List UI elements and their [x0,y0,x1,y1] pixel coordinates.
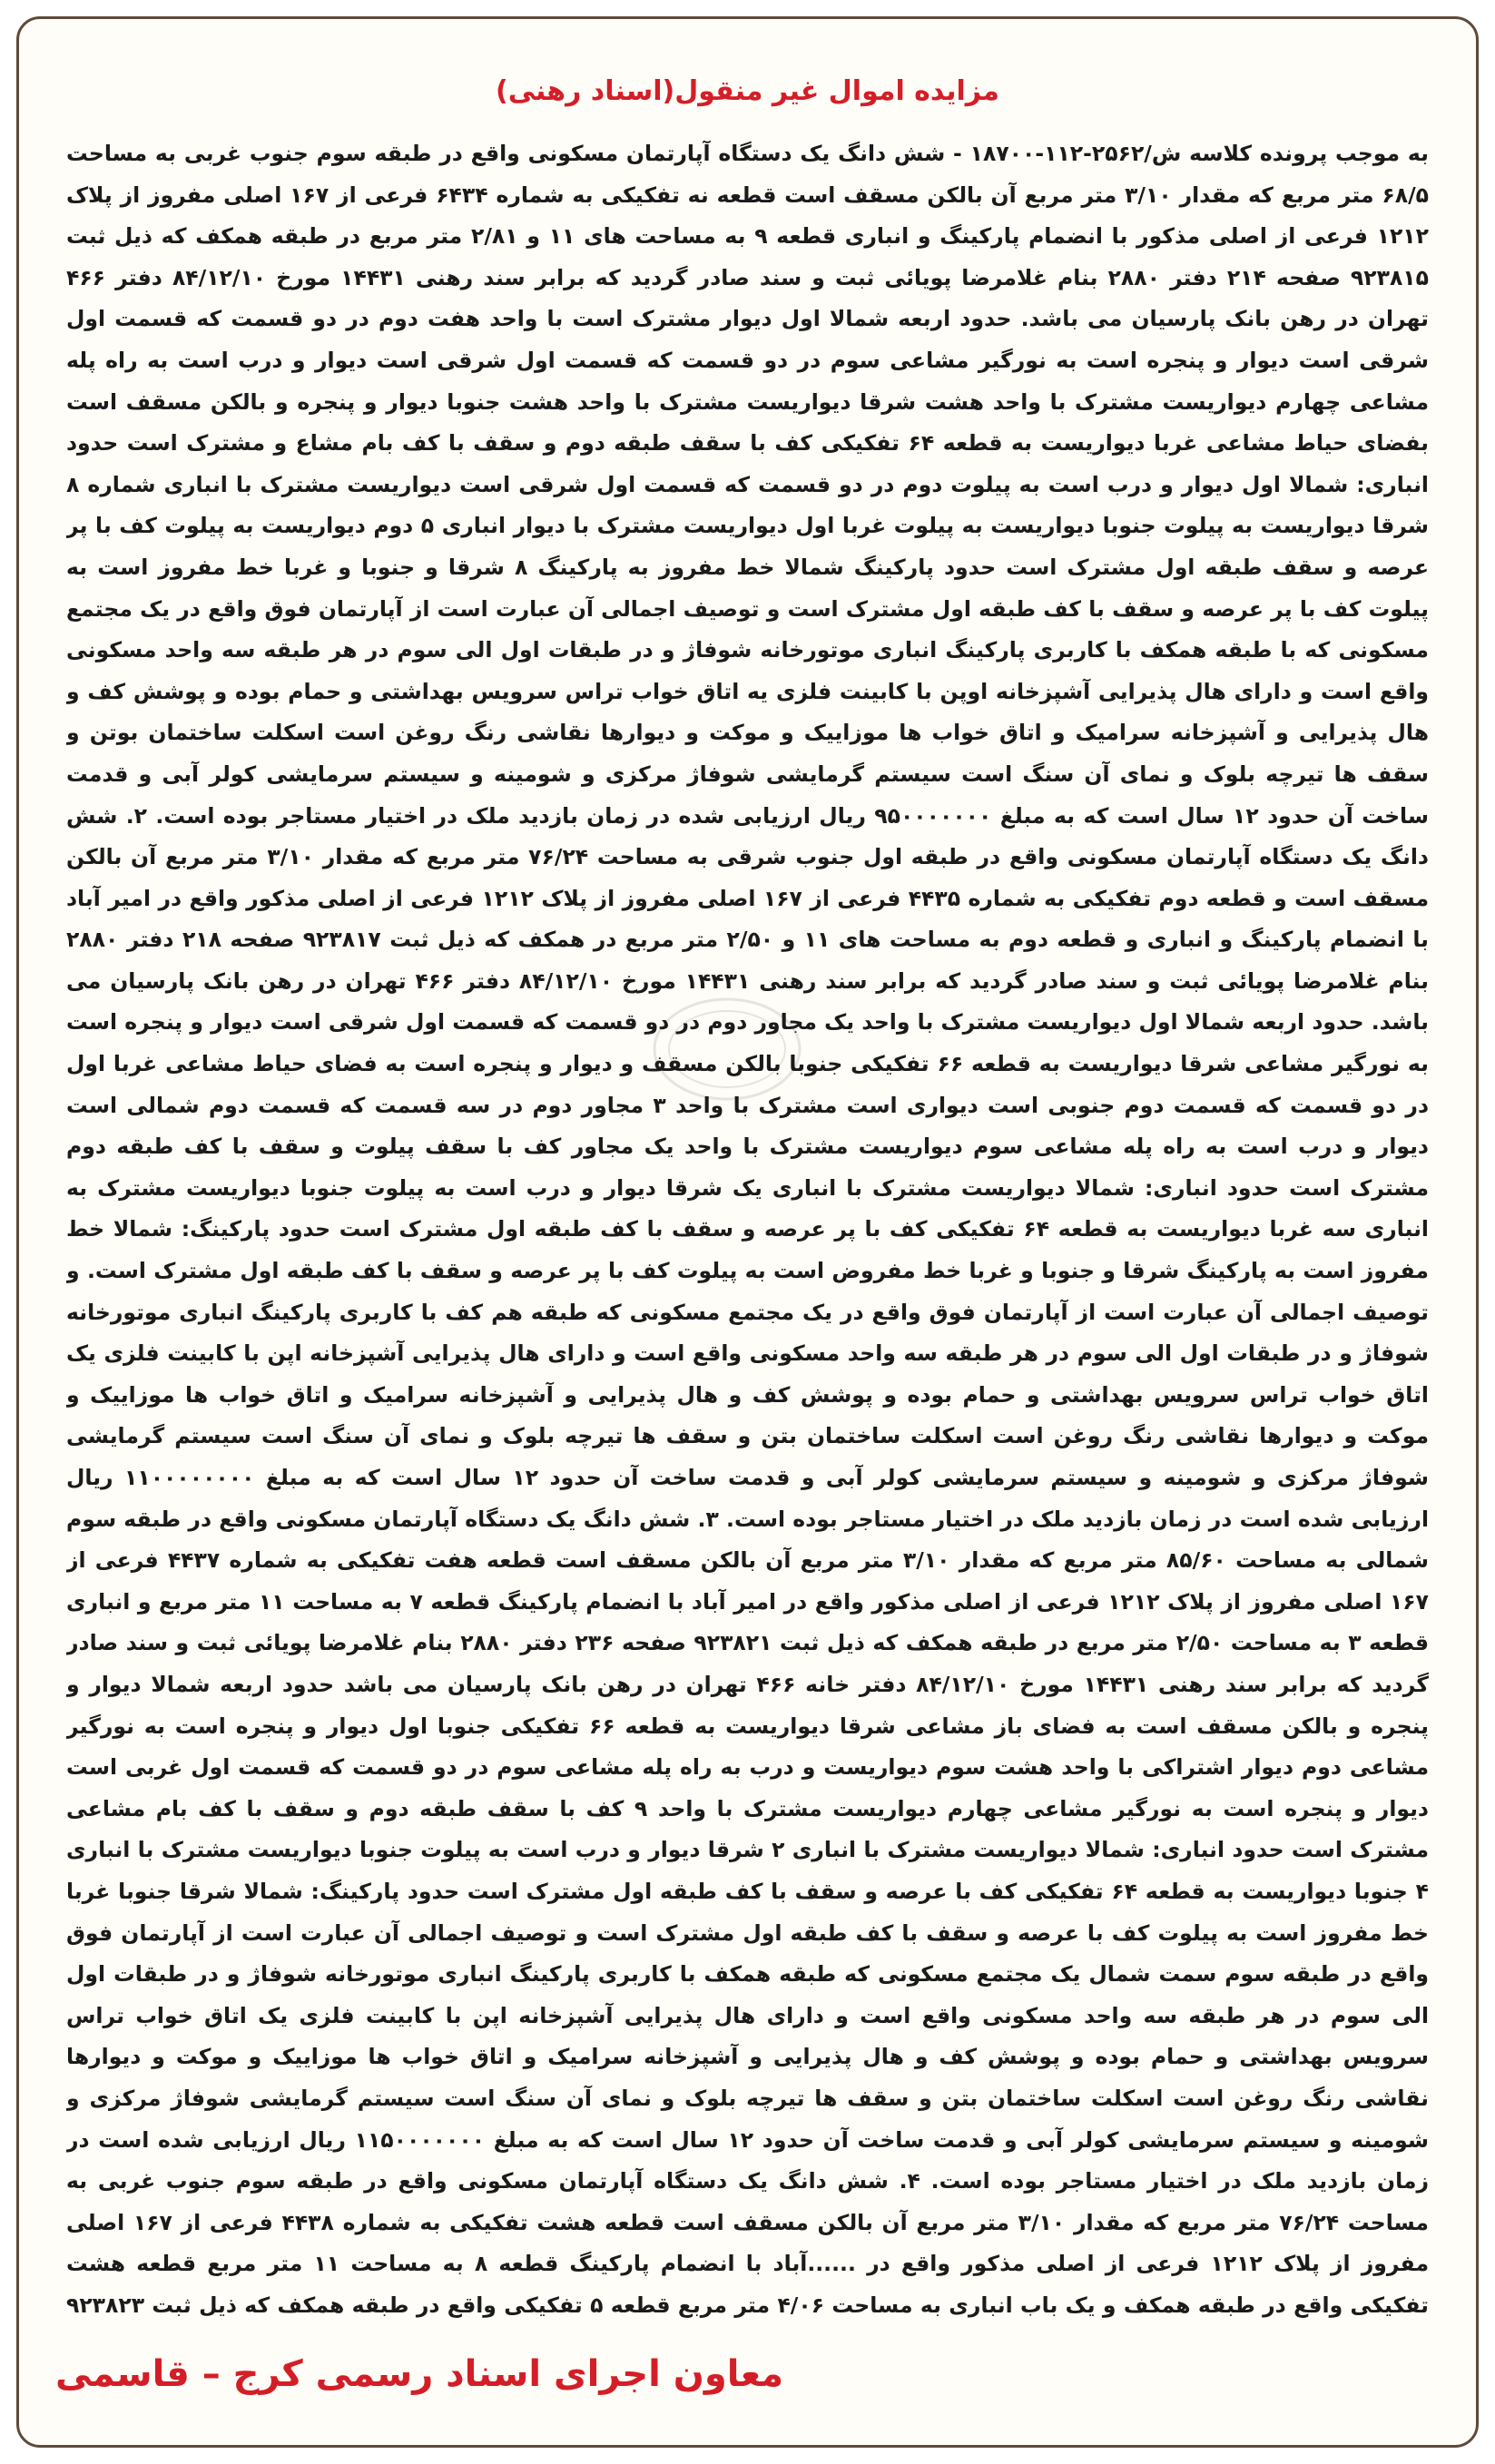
notice-title: مزایده اموال غیر منقول(اسناد رهنی) [495,75,999,107]
notice-frame [16,16,1479,2448]
notice-body-paragraph: به موجب پرونده کلاسه ش/۲۵۶۲-۱۱۲-۱۸۷۰۰ - شش دانگ یک دستگاه آپارتمان مسکونی واقع در طبقه سوم جنوب غربی به مساحت ۶۸/۵ متر مربع که مقدار ۳/۱۰ متر مربع آن بالکن مسقف است قطعه نه تفکیکی به شماره ۶۴۳۴ فرعی از ۱۶۷ اصلی مفروز از پلاک ۱۲۱۲ فرعی از اصلی مذکور با انضمام پارکینگ و انباری قطعه ۹ به مساحت های ۱۱ و ۲/۸۱ متر مربع در طبقه همکف که ذیل ثبت ۹۲۳۸۱۵ صفحه ۲۱۴ دفتر ۲۸۸۰ بنام غلامرضا پویائی ثبت و سند صادر گردید که برابر سند رهنی ۱۴۴۳۱ مورخ ۸۴/۱۲/۱۰ دفتر ۴۶۶ تهران در رهن بانک پارسیان می باشد. حدود اربعه شمالا اول دیوار مشترک است با واحد هفت دوم در دو قسمت که قسمت اول شرقی است دیوار و پنجره است به نورگیر مشاعی سوم در دو قسمت که قسمت اول شرقی است دیوار و درب است به راه پله مشاعی چهارم دیواریست مشترک با واحد هشت شرقا دیواریست مشترک با واحد هشت جنوبا دیوار و پنجره و بالکن مسقف است بفضای حیاط مشاعی غربا دیواریست به قطعه ۶۴ تفکیکی کف با سقف طبقه دوم و سقف با کف بام مشاع و مشترک است حدود انباری: شمالا اول دیوار و درب است به پیلوت دوم در دو قسمت که قسمت اول شرقی است دیواریست مشترک با انباری شماره ۸ شرقا دیواریست به پیلوت جنوبا دیواریست به پیلوت غربا اول دیواریست مشترک با دیوار انباری ۵ دوم دیواریست به پیلوت کف با پر عرصه و سقف طبقه اول مشترک است حدود پارکینگ شمالا خط مفروز به پارکینگ ۸ شرقا و جنوبا و غربا خط مفروز است به پیلوت کف با پر عرصه و سقف با کف طبقه اول مشترک است و توصیف اجمالی آن عبارت است از آپارتمان فوق واقع در یک مجتمع مسکونی که با طبقه همکف با کاربری پارکینگ انباری موتورخانه شوفاژ و در طبقات اول الی سوم در هر طبقه سه واحد مسکونی واقع است و دارای هال پذیرایی آشپزخانه اوپن با کابینت فلزی یه اتاق خواب تراس سرویس بهداشتی و حمام بوده و پوشش کف و هال پذیرایی و آشپزخانه سرامیک و اتاق خواب ها موزاییک و موکت و دیوارها نقاشی رنگ روغن است اسکلت ساختمان بوتن و سقف ها تیرچه بلوک و نمای آن سنگ است سیستم گرمایشی شوفاژ مرکزی و شومینه و سیستم سرمایشی کولر آبی و قدمت ساخت آن حدود ۱۲ سال است که به مبلغ ۹۵۰۰۰۰۰۰۰ ریال ارزیابی شده در زمان بازدید ملک در اختیار مستاجر بوده است. ۲. شش دانگ یک دستگاه آپارتمان مسکونی واقع در طبقه اول جنوب شرقی به مساحت ۷۶/۲۴ متر مربع که مقدار ۳/۱۰ متر مربع آن بالکن مسقف است و قطعه دوم تفکیکی به شماره ۴۴۳۵ فرعی از ۱۶۷ اصلی مفروز از پلاک ۱۲۱۲ فرعی از اصلی مذکور واقع در امیر آباد با انضمام پارکینگ و انباری و قطعه دوم به مساحت های ۱۱ و ۲/۵۰ متر مربع در همکف که ذیل ثبت ۹۲۳۸۱۷ صفحه ۲۱۸ دفتر ۲۸۸۰ بنام غلامرضا پویائی ثبت و سند صادر گردید که برابر سند رهنی ۱۴۴۳۱ مورخ ۸۴/۱۲/۱۰ دفتر ۴۶۶ تهران در رهن بانک پارسیان می باشد. حدود اربعه شمالا اول دیواریست مشترک با واحد یک مجاور دوم در دو قسمت که قسمت اول شرقی است دیوار و پنجره است به نورگیر مشاعی شرقا دیواریست به قطعه ۶۶ تفکیکی جنوبا بالکن مسقف و دیوار و پنجره است به فضای حیاط مشاعی غربا اول در دو قسمت که قسمت دوم جنوبی است دیواری است مشترک با واحد ۳ مجاور دوم در سه قسمت که قسمت دوم شمالی است دیوار و درب است به راه پله مشاعی سوم دیواریست مشترک با واحد یک مجاور کف با سقف پیلوت و سقف با کف طبقه دوم مشترک است حدود انباری: شمالا دیواریست مشترک با انباری یک شرقا دیوار و درب است به پیلوت جنوبا دیواریست مشترک به انباری سه غربا دیواریست به قطعه ۶۴ تفکیکی کف با پر عرصه و سقف با کف طبقه اول مشترک است حدود پارکینگ: شمالا خط مفروز است به پارکینگ شرقا و جنوبا و غربا خط مفروض است به پیلوت کف با پر عرصه و سقف با کف طبقه اول مشترک است. و توصیف اجمالی آن عبارت است از آپارتمان فوق واقع در یک مجتمع مسکونی که طبقه هم کف با کاربری پارکینگ انباری موتورخانه شوفاژ و در طبقات اول الی سوم در هر طبقه سه واحد مسکونی واقع است و دارای هال پذیرایی آشپزخانه اپن با کابینت فلزی یک اتاق خواب تراس سرویس بهداشتی و حمام بوده و پوشش کف و هال پذیرایی و آشپزخانه سرامیک و اتاق خواب ها موزاییک و موکت و دیوارها نقاشی رنگ روغن است اسکلت ساختمان بتن و سقف ها تیرچه بلوک و نمای آن سنگ است سیستم گرمایشی شوفاژ مرکزی و شومینه و سیستم سرمایشی کولر آبی و قدمت ساخت آن حدود ۱۲ سال است که به مبلغ ۱۱۰۰۰۰۰۰۰۰ ریال ارزیابی شده است در زمان بازدید ملک در اختیار مستاجر بوده است. ۳. شش دانگ یک دستگاه آپارتمان مسکونی واقع در طبقه سوم شمالی به مساحت ۸۵/۶۰ متر مربع که مقدار ۳/۱۰ متر مربع آن بالکن مسقف است قطعه هفت تفکیکی به شماره ۴۴۳۷ فرعی از ۱۶۷ اصلی مفروز از پلاک ۱۲۱۲ فرعی از اصلی مذکور واقع در امیر آباد با انضمام پارکینگ قطعه ۷ به مساحت ۱۱ متر مربع و انباری قطعه ۳ به مساحت ۲/۵۰ متر مربع در طبقه همکف که ذیل ثبت ۹۲۳۸۲۱ صفحه ۲۳۶ دفتر ۲۸۸۰ بنام غلامرضا پویائی ثبت و سند صادر گردید که برابر سند رهنی ۱۴۴۳۱ مورخ ۸۴/۱۲/۱۰ دفتر خانه ۴۶۶ تهران در رهن بانک پارسیان می باشد حدود اربعه شمالا دیوار و پنجره و بالکن مسقف است به فضای باز مشاعی شرقا دیواریست به قطعه ۶۶ تفکیکی جنوبا اول دیوار و پنجره است به نورگیر مشاعی دوم دیوار اشتراکی با واحد هشت سوم دیواریست و درب به راه پله مشاعی سوم در دو قسمت که قسمت اول غربی است دیوار و پنجره است به نورگیر مشاعی چهارم دیواریست مشترک با واحد ۹ کف با سقف طبقه دوم و سقف با کف بام مشاعی مشترک است حدود انباری: شمالا دیواریست مشترک با انباری ۲ شرقا دیوار و درب است به پیلوت جنوبا دیواریست مشترک با انباری ۴ جنوبا دیواریست به قطعه ۶۴ تفکیکی کف با عرصه و سقف با کف طبقه اول مشترک است حدود پارکینگ: شمالا شرقا جنوبا غربا خط مفروز است به پیلوت کف با عرصه و سقف با کف طبقه اول مشترک است و توصیف اجمالی آن عبارت است از آپارتمان فوق واقع در طبقه سوم سمت شمال یک مجتمع مسکونی که طبقه همکف با کاربری پارکینگ انباری موتورخانه شوفاژ و در طبقات اول الی سوم در هر طبقه سه واحد مسکونی واقع است و دارای هال پذیرایی آشپزخانه اپن با کابینت فلزی یک اتاق خواب تراس سرویس بهداشتی و حمام بوده و پوشش کف و هال پذیرایی و آشپزخانه سرامیک و اتاق خواب ها موزاییک و موکت و دیوارها نقاشی رنگ روغن است اسکلت ساختمان بتن و سقف ها تیرچه بلوک و نمای آن سنگ است سیستم گرمایشی شوفاژ مرکزی و شومینه و سیستم سرمایشی کولر آبی و قدمت ساخت آن حدود ۱۲ سال است که به مبلغ ۱۱۵۰۰۰۰۰۰۰ ریال ارزیابی شده است در زمان بازدید ملک در اختیار مستاجر بوده است. ۴. شش دانگ یک دستگاه آپارتمان مسکونی واقع در طبقه سوم جنوب غربی به مساحت ۷۶/۲۴ متر مربع که مقدار ۳/۱۰ متر مربع آن بالکن مسقف است قطعه هشت تفکیکی به شماره ۴۴۳۸ فرعی از ۱۶۷ اصلی مفروز از پلاک ۱۲۱۲ فرعی از اصلی مذکور واقع در ......آباد با انضمام پارکینگ قطعه ۸ به مساحت ۱۱ متر مربع قطعه هشت تفکیکی واقع در طبقه همکف و یک باب انباری به مساحت ۴/۰۶ متر مربع قطعه ۵ تفکیکی واقع در طبقه همکف که ذیل ثبت ۹۲۳۸۲۳ [66,141,1429,2318]
notice-signature: معاون اجرای اسناد رسمی کرج – قاسمی [55,2353,784,2395]
notice-body [66,133,1429,2330]
